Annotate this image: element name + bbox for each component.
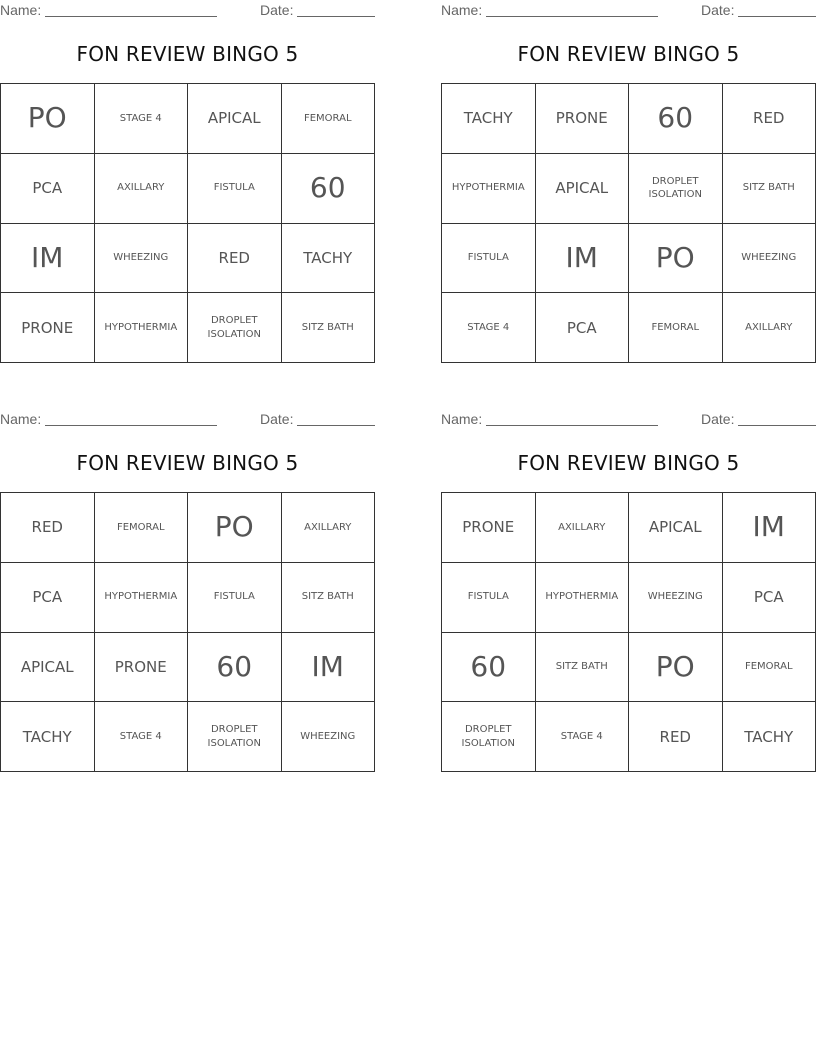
bingo-cell: FEMORAL [95,493,189,563]
bingo-cell: 60 [629,84,723,154]
bingo-cell: STAGE 4 [536,702,630,772]
date-line [297,425,375,426]
bingo-grid [441,492,816,772]
card-header [0,411,375,429]
name-label: Name: [441,2,483,18]
date-line [738,16,816,17]
bingo-cell: PCA [1,563,95,633]
bingo-card-4 [441,409,816,773]
bingo-card-1 [0,0,375,364]
bingo-cell: DROPLET ISOLATION [188,702,282,772]
bingo-cell: PRONE [1,293,95,363]
bingo-cell: AXILLARY [282,493,376,563]
card-header [0,2,375,20]
bingo-cell: SITZ BATH [536,633,630,703]
bingo-cell: PRONE [536,84,630,154]
date-label: Date: [260,411,294,427]
bingo-cell: PO [629,224,723,294]
card-header [441,411,816,429]
bingo-cell: RED [1,493,95,563]
bingo-cell: WHEEZING [723,224,816,294]
bingo-card-2 [441,0,816,364]
bingo-grid [0,492,375,772]
bingo-cell: WHEEZING [282,702,376,772]
bingo-cell: TACHY [1,702,95,772]
bingo-card-3 [0,409,375,773]
date-label: Date: [701,411,735,427]
date-line [297,16,375,17]
bingo-cell: SITZ BATH [282,563,376,633]
bingo-cell: AXILLARY [723,293,816,363]
bingo-cell: WHEEZING [629,563,723,633]
bingo-cell: 60 [188,633,282,703]
bingo-cell: HYPOTHERMIA [536,563,630,633]
bingo-grid [0,83,375,363]
bingo-cell: IM [282,633,376,703]
bingo-cell: FISTULA [442,224,536,294]
name-line [486,16,658,17]
bingo-cell: RED [629,702,723,772]
bingo-cell: SITZ BATH [723,154,816,224]
bingo-cell: PRONE [95,633,189,703]
bingo-cell: WHEEZING [95,224,189,294]
date-line [738,425,816,426]
bingo-cell: STAGE 4 [95,84,189,154]
bingo-cell: 60 [442,633,536,703]
name-line [45,16,217,17]
bingo-cell: APICAL [188,84,282,154]
bingo-cell: HYPOTHERMIA [442,154,536,224]
name-label: Name: [441,411,483,427]
bingo-cell: DROPLET ISOLATION [188,293,282,363]
bingo-cell: IM [536,224,630,294]
bingo-cell: PCA [1,154,95,224]
bingo-cell: RED [188,224,282,294]
bingo-cell: APICAL [629,493,723,563]
name-line [486,425,658,426]
bingo-cell: TACHY [442,84,536,154]
bingo-cell: PO [1,84,95,154]
card-title: FON REVIEW BINGO 5 [76,451,299,475]
card-title: FON REVIEW BINGO 5 [76,42,299,66]
card-header [441,2,816,20]
bingo-cell: HYPOTHERMIA [95,293,189,363]
bingo-grid [441,83,816,363]
name-label: Name: [0,411,42,427]
card-title: FON REVIEW BINGO 5 [517,42,740,66]
bingo-cell: HYPOTHERMIA [95,563,189,633]
card-title: FON REVIEW BINGO 5 [517,451,740,475]
bingo-cell: FISTULA [442,563,536,633]
bingo-cell: PRONE [442,493,536,563]
bingo-cell: DROPLET ISOLATION [442,702,536,772]
bingo-cell: PCA [723,563,816,633]
bingo-cell: FEMORAL [629,293,723,363]
bingo-cell: AXILLARY [95,154,189,224]
bingo-cell: PCA [536,293,630,363]
bingo-cell: FEMORAL [723,633,816,703]
bingo-cell: STAGE 4 [442,293,536,363]
bingo-cell: PO [629,633,723,703]
bingo-cell: TACHY [282,224,376,294]
bingo-cell: PO [188,493,282,563]
date-label: Date: [701,2,735,18]
name-label: Name: [0,2,42,18]
bingo-cell: TACHY [723,702,816,772]
bingo-cell: FISTULA [188,563,282,633]
bingo-cell: APICAL [1,633,95,703]
bingo-cell: IM [723,493,816,563]
bingo-cell: IM [1,224,95,294]
bingo-cell: FEMORAL [282,84,376,154]
date-label: Date: [260,2,294,18]
bingo-cell: 60 [282,154,376,224]
bingo-cell: AXILLARY [536,493,630,563]
bingo-cell: RED [723,84,816,154]
bingo-cell: FISTULA [188,154,282,224]
name-line [45,425,217,426]
bingo-cell: STAGE 4 [95,702,189,772]
bingo-cell: SITZ BATH [282,293,376,363]
bingo-cell: DROPLET ISOLATION [629,154,723,224]
bingo-cell: APICAL [536,154,630,224]
